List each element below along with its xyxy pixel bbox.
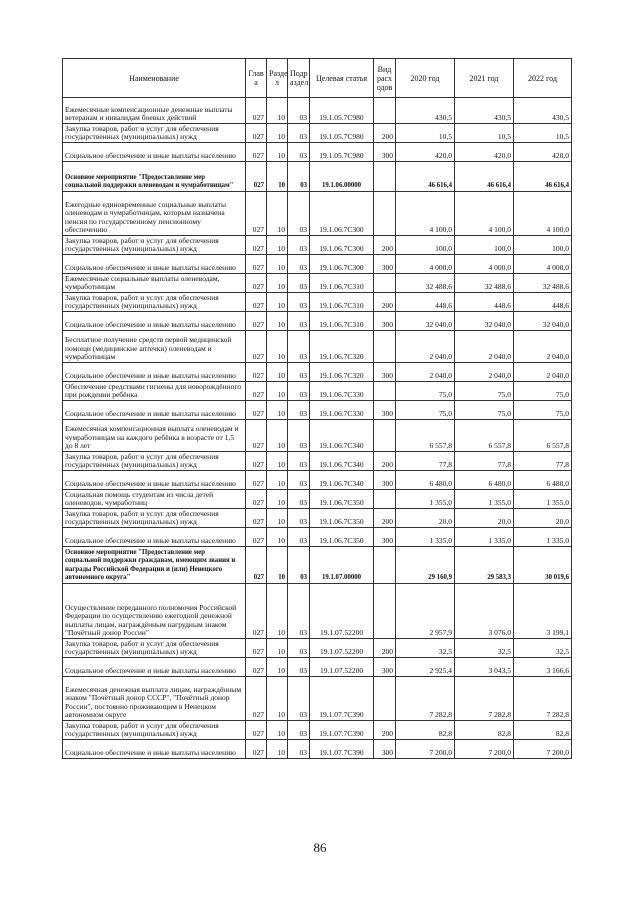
row-value-2022: 10,5 bbox=[514, 124, 572, 143]
row-value-2021: 7 200,0 bbox=[455, 740, 514, 759]
row-target-article: 19.1.06.7C350 bbox=[310, 509, 374, 528]
row-razdel: 10 bbox=[267, 401, 288, 420]
row-expense-type bbox=[374, 547, 396, 584]
row-value-2020: 6 480,0 bbox=[396, 471, 455, 490]
row-glava: 027 bbox=[246, 192, 267, 236]
row-target-article: 19.1.06.7C330 bbox=[310, 401, 374, 420]
row-value-2022: 4 000,0 bbox=[514, 255, 572, 274]
row-value-2021: 1 355,0 bbox=[455, 490, 514, 509]
row-podrazdel: 03 bbox=[288, 740, 310, 759]
row-value-2022: 3 166,6 bbox=[514, 658, 572, 677]
row-expense-type: 200 bbox=[374, 124, 396, 143]
row-value-2020: 7 282,8 bbox=[396, 677, 455, 721]
row-value-2022: 32 488,6 bbox=[514, 274, 572, 293]
row-name: Ежемесячные социальные выплаты оленеводам, чумработницам bbox=[63, 274, 246, 293]
row-expense-type bbox=[374, 98, 396, 124]
row-glava: 027 bbox=[246, 639, 267, 658]
row-target-article: 19.1.05.7C980 bbox=[310, 124, 374, 143]
row-name: Социальное обеспечение и иные выплаты населению bbox=[63, 401, 246, 420]
row-podrazdel: 03 bbox=[288, 363, 310, 382]
row-name: Социальное обеспечение и иные выплаты населению bbox=[63, 740, 246, 759]
row-value-2021: 32,5 bbox=[455, 639, 514, 658]
row-target-article: 19.1.07.52200 bbox=[310, 658, 374, 677]
row-glava: 027 bbox=[246, 584, 267, 639]
row-razdel: 10 bbox=[267, 639, 288, 658]
row-name: Осуществление переданного полномочия Российской Федерации по осуществлению ежегодной денежной выплаты лицам, награждённым нагрудным знаком "Почётный донор России" bbox=[63, 584, 246, 639]
row-value-2021: 82,8 bbox=[455, 721, 514, 740]
row-name: Социальное обеспечение и иные выплаты населению bbox=[63, 471, 246, 490]
row-value-2021: 46 616,4 bbox=[455, 162, 514, 192]
table-header-row bbox=[63, 59, 572, 98]
row-expense-type: 200 bbox=[374, 721, 396, 740]
row-value-2022: 46 616,4 bbox=[514, 162, 572, 192]
row-name: Бесплатное получение средств первой медицинской помощи (медицинские аптечки) оленеводам и чумработницам bbox=[63, 331, 246, 363]
row-podrazdel: 03 bbox=[288, 124, 310, 143]
row-expense-type: 300 bbox=[374, 740, 396, 759]
table-row bbox=[63, 331, 572, 363]
row-value-2020: 1 355,0 bbox=[396, 490, 455, 509]
row-podrazdel: 03 bbox=[288, 98, 310, 124]
table-row bbox=[63, 98, 572, 124]
header-glava: Глав а bbox=[246, 59, 267, 98]
row-name: Основное мероприятие "Предоставление мер социальной поддержки оленеводам и чумработницам" bbox=[63, 162, 246, 192]
row-name: Основное мероприятие "Предоставление мер социальной поддержки гражданам, имеющим звания и награды Российской Федерации и (или) Ненецкого автономного округа" bbox=[63, 547, 246, 584]
row-value-2022: 7 200,0 bbox=[514, 740, 572, 759]
row-value-2022: 100,0 bbox=[514, 236, 572, 255]
row-expense-type bbox=[374, 584, 396, 639]
row-razdel: 10 bbox=[267, 331, 288, 363]
row-glava: 027 bbox=[246, 382, 267, 401]
row-razdel: 10 bbox=[267, 98, 288, 124]
row-target-article: 19.1.07.52200 bbox=[310, 639, 374, 658]
row-razdel: 10 bbox=[267, 584, 288, 639]
row-expense-type bbox=[374, 192, 396, 236]
header-target-article: Целевая статья bbox=[310, 59, 374, 98]
header-expense-type: Вид расх одов bbox=[374, 59, 396, 98]
row-podrazdel: 03 bbox=[288, 721, 310, 740]
budget-table bbox=[62, 58, 572, 759]
row-razdel: 10 bbox=[267, 293, 288, 312]
row-value-2021: 75,0 bbox=[455, 382, 514, 401]
row-razdel: 10 bbox=[267, 658, 288, 677]
row-value-2022: 7 282,8 bbox=[514, 677, 572, 721]
row-target-article: 19.1.06.7C300 bbox=[310, 192, 374, 236]
row-value-2021: 100,0 bbox=[455, 236, 514, 255]
row-podrazdel: 03 bbox=[288, 331, 310, 363]
row-name: Ежемесячная денежная выплата лицам, награждённым знаком "Почётный донор СССР", "Почётный донор России", постоянно проживающим в Ненецком автономном округе bbox=[63, 677, 246, 721]
row-podrazdel: 03 bbox=[288, 420, 310, 452]
row-expense-type: 200 bbox=[374, 509, 396, 528]
row-glava: 027 bbox=[246, 721, 267, 740]
row-value-2022: 2 040,0 bbox=[514, 331, 572, 363]
row-podrazdel: 03 bbox=[288, 528, 310, 547]
row-podrazdel: 03 bbox=[288, 547, 310, 584]
row-glava: 027 bbox=[246, 528, 267, 547]
row-name: Обеспечение средствами гигиены для новорождённого при рождении ребёнка bbox=[63, 382, 246, 401]
row-value-2021: 7 282,8 bbox=[455, 677, 514, 721]
row-value-2022: 77,8 bbox=[514, 452, 572, 471]
row-value-2021: 3 076,0 bbox=[455, 584, 514, 639]
row-expense-type: 300 bbox=[374, 143, 396, 162]
row-value-2021: 20,0 bbox=[455, 509, 514, 528]
row-glava: 027 bbox=[246, 401, 267, 420]
header-2020: 2020 год bbox=[396, 59, 455, 98]
row-razdel: 10 bbox=[267, 490, 288, 509]
row-value-2020: 2 925,4 bbox=[396, 658, 455, 677]
table-row bbox=[63, 509, 572, 528]
row-razdel: 10 bbox=[267, 547, 288, 584]
row-value-2020: 6 557,8 bbox=[396, 420, 455, 452]
row-value-2021: 75,0 bbox=[455, 401, 514, 420]
row-target-article: 19.1.07.00000 bbox=[310, 547, 374, 584]
row-target-article: 19.1.06.7C340 bbox=[310, 452, 374, 471]
row-value-2022: 20,0 bbox=[514, 509, 572, 528]
row-value-2021: 32 488,6 bbox=[455, 274, 514, 293]
row-value-2020: 32 040,0 bbox=[396, 312, 455, 331]
row-value-2020: 32 488,6 bbox=[396, 274, 455, 293]
row-podrazdel: 03 bbox=[288, 401, 310, 420]
table-row bbox=[63, 401, 572, 420]
row-target-article: 19.1.06.7C310 bbox=[310, 274, 374, 293]
row-expense-type: 300 bbox=[374, 471, 396, 490]
row-target-article: 19.1.06.7C310 bbox=[310, 312, 374, 331]
row-value-2021: 77,8 bbox=[455, 452, 514, 471]
table-row bbox=[63, 528, 572, 547]
row-name: Социальное обеспечение и иные выплаты населению bbox=[63, 363, 246, 382]
row-podrazdel: 03 bbox=[288, 143, 310, 162]
row-expense-type bbox=[374, 420, 396, 452]
row-value-2022: 2 040,0 bbox=[514, 363, 572, 382]
header-2022: 2022 год bbox=[514, 59, 572, 98]
row-value-2020: 7 200,0 bbox=[396, 740, 455, 759]
row-podrazdel: 03 bbox=[288, 312, 310, 331]
row-glava: 027 bbox=[246, 98, 267, 124]
row-target-article: 19.1.07.7C390 bbox=[310, 677, 374, 721]
table-row bbox=[63, 658, 572, 677]
row-value-2022: 75,0 bbox=[514, 401, 572, 420]
row-name: Социальная помощь студентам из числа детей оленеводов, чумработниц bbox=[63, 490, 246, 509]
row-value-2021: 32 040,0 bbox=[455, 312, 514, 331]
row-value-2022: 448,6 bbox=[514, 293, 572, 312]
table-row bbox=[63, 547, 572, 584]
row-name: Закупка товаров, работ и услуг для обеспечения государственных (муниципальных) нужд bbox=[63, 721, 246, 740]
row-name: Социальное обеспечение и иные выплаты населению bbox=[63, 143, 246, 162]
table-row bbox=[63, 471, 572, 490]
row-name: Ежемесячная компенсационная выплата оленеводам и чумработницам на каждого ребёнка в возрасте от 1,5 до 8 лет bbox=[63, 420, 246, 452]
row-value-2022: 32 040,0 bbox=[514, 312, 572, 331]
row-value-2022: 32,5 bbox=[514, 639, 572, 658]
row-value-2020: 20,0 bbox=[396, 509, 455, 528]
row-value-2022: 420,0 bbox=[514, 143, 572, 162]
row-expense-type: 300 bbox=[374, 312, 396, 331]
row-podrazdel: 03 bbox=[288, 274, 310, 293]
table-row bbox=[63, 162, 572, 192]
row-expense-type bbox=[374, 382, 396, 401]
row-value-2021: 430,5 bbox=[455, 98, 514, 124]
row-glava: 027 bbox=[246, 658, 267, 677]
header-name: Наименование bbox=[63, 59, 246, 98]
row-podrazdel: 03 bbox=[288, 255, 310, 274]
row-value-2021: 448,6 bbox=[455, 293, 514, 312]
row-glava: 027 bbox=[246, 420, 267, 452]
row-expense-type: 300 bbox=[374, 363, 396, 382]
row-target-article: 19.1.05.7C980 bbox=[310, 98, 374, 124]
row-target-article: 19.1.06.7C320 bbox=[310, 363, 374, 382]
row-razdel: 10 bbox=[267, 382, 288, 401]
row-podrazdel: 03 bbox=[288, 509, 310, 528]
table-row bbox=[63, 274, 572, 293]
row-value-2022: 6 480,0 bbox=[514, 471, 572, 490]
row-razdel: 10 bbox=[267, 509, 288, 528]
row-name: Закупка товаров, работ и услуг для обеспечения государственных (муниципальных) нужд bbox=[63, 236, 246, 255]
row-razdel: 10 bbox=[267, 255, 288, 274]
row-value-2021: 29 583,3 bbox=[455, 547, 514, 584]
table-row bbox=[63, 452, 572, 471]
row-podrazdel: 03 bbox=[288, 293, 310, 312]
row-podrazdel: 03 bbox=[288, 639, 310, 658]
row-name: Социальное обеспечение и иные выплаты населению bbox=[63, 528, 246, 547]
row-value-2020: 4 000,0 bbox=[396, 255, 455, 274]
row-razdel: 10 bbox=[267, 274, 288, 293]
page-number: 86 bbox=[313, 840, 327, 855]
row-target-article: 19.1.06.7C350 bbox=[310, 490, 374, 509]
row-glava: 027 bbox=[246, 255, 267, 274]
row-expense-type: 200 bbox=[374, 639, 396, 658]
row-expense-type bbox=[374, 677, 396, 721]
row-glava: 027 bbox=[246, 509, 267, 528]
row-razdel: 10 bbox=[267, 452, 288, 471]
row-value-2020: 75,0 bbox=[396, 401, 455, 420]
row-glava: 027 bbox=[246, 363, 267, 382]
row-name: Ежегодные единовременные социальные выплаты оленеводам и чумработницам, которым назначена пенсия по государственному пенсионному обеспечению bbox=[63, 192, 246, 236]
row-glava: 027 bbox=[246, 293, 267, 312]
row-value-2021: 4 000,0 bbox=[455, 255, 514, 274]
row-razdel: 10 bbox=[267, 420, 288, 452]
row-razdel: 10 bbox=[267, 740, 288, 759]
row-expense-type: 200 bbox=[374, 236, 396, 255]
row-value-2020: 100,0 bbox=[396, 236, 455, 255]
row-name: Закупка товаров, работ и услуг для обеспечения государственных (муниципальных) нужд bbox=[63, 509, 246, 528]
header-2021: 2021 год bbox=[455, 59, 514, 98]
row-name: Социальное обеспечение и иные выплаты населению bbox=[63, 255, 246, 274]
row-value-2022: 430,5 bbox=[514, 98, 572, 124]
row-expense-type: 200 bbox=[374, 293, 396, 312]
row-glava: 027 bbox=[246, 274, 267, 293]
row-value-2022: 82,8 bbox=[514, 721, 572, 740]
row-name: Закупка товаров, работ и услуг для обеспечения государственных (муниципальных) нужд bbox=[63, 639, 246, 658]
table-row bbox=[63, 312, 572, 331]
row-razdel: 10 bbox=[267, 528, 288, 547]
table-row bbox=[63, 124, 572, 143]
table-row bbox=[63, 677, 572, 721]
row-target-article: 19.1.06.7C330 bbox=[310, 382, 374, 401]
header-podrazdel: Подр аздел bbox=[288, 59, 310, 98]
row-value-2020: 82,8 bbox=[396, 721, 455, 740]
row-value-2020: 75,0 bbox=[396, 382, 455, 401]
row-razdel: 10 bbox=[267, 721, 288, 740]
table-row bbox=[63, 740, 572, 759]
row-target-article: 19.1.06.7C350 bbox=[310, 528, 374, 547]
row-glava: 027 bbox=[246, 331, 267, 363]
row-value-2020: 420,0 bbox=[396, 143, 455, 162]
row-value-2020: 29 160,9 bbox=[396, 547, 455, 584]
row-value-2021: 420,0 bbox=[455, 143, 514, 162]
row-podrazdel: 03 bbox=[288, 677, 310, 721]
row-target-article: 19.1.05.7C980 bbox=[310, 143, 374, 162]
row-value-2020: 2 040,0 bbox=[396, 331, 455, 363]
row-value-2020: 32,5 bbox=[396, 639, 455, 658]
table-row bbox=[63, 293, 572, 312]
table-row bbox=[63, 721, 572, 740]
row-razdel: 10 bbox=[267, 192, 288, 236]
row-target-article: 19.1.06.7C300 bbox=[310, 236, 374, 255]
row-podrazdel: 03 bbox=[288, 452, 310, 471]
row-value-2021: 6 480,0 bbox=[455, 471, 514, 490]
row-razdel: 10 bbox=[267, 363, 288, 382]
row-razdel: 10 bbox=[267, 677, 288, 721]
row-glava: 027 bbox=[246, 547, 267, 584]
row-expense-type bbox=[374, 162, 396, 192]
row-glava: 027 bbox=[246, 236, 267, 255]
row-name: Социальное обеспечение и иные выплаты населению bbox=[63, 658, 246, 677]
row-podrazdel: 03 bbox=[288, 658, 310, 677]
row-expense-type: 300 bbox=[374, 255, 396, 274]
row-value-2020: 10,5 bbox=[396, 124, 455, 143]
row-value-2020: 77,8 bbox=[396, 452, 455, 471]
table-row bbox=[63, 490, 572, 509]
row-name: Закупка товаров, работ и услуг для обеспечения государственных (муниципальных) нужд bbox=[63, 293, 246, 312]
table-row bbox=[63, 192, 572, 236]
table-row bbox=[63, 363, 572, 382]
row-value-2022: 30 019,6 bbox=[514, 547, 572, 584]
row-target-article: 19.1.06.00000 bbox=[310, 162, 374, 192]
row-podrazdel: 03 bbox=[288, 490, 310, 509]
row-target-article: 19.1.06.7C320 bbox=[310, 331, 374, 363]
row-expense-type: 300 bbox=[374, 401, 396, 420]
row-target-article: 19.1.06.7C300 bbox=[310, 255, 374, 274]
row-podrazdel: 03 bbox=[288, 236, 310, 255]
row-name: Закупка товаров, работ и услуг для обеспечения государственных (муниципальных) нужд bbox=[63, 124, 246, 143]
row-glava: 027 bbox=[246, 124, 267, 143]
row-glava: 027 bbox=[246, 452, 267, 471]
table-row bbox=[63, 143, 572, 162]
row-expense-type: 200 bbox=[374, 452, 396, 471]
row-value-2020: 2 957,9 bbox=[396, 584, 455, 639]
row-value-2021: 10,5 bbox=[455, 124, 514, 143]
row-value-2021: 2 040,0 bbox=[455, 363, 514, 382]
row-value-2020: 4 100,0 bbox=[396, 192, 455, 236]
row-glava: 027 bbox=[246, 490, 267, 509]
row-razdel: 10 bbox=[267, 471, 288, 490]
row-podrazdel: 03 bbox=[288, 192, 310, 236]
row-target-article: 19.1.06.7C340 bbox=[310, 471, 374, 490]
row-glava: 027 bbox=[246, 677, 267, 721]
row-razdel: 10 bbox=[267, 124, 288, 143]
row-value-2021: 2 040,0 bbox=[455, 331, 514, 363]
row-value-2022: 75,0 bbox=[514, 382, 572, 401]
row-value-2020: 430,5 bbox=[396, 98, 455, 124]
row-target-article: 19.1.07.7C390 bbox=[310, 740, 374, 759]
row-value-2020: 1 335,0 bbox=[396, 528, 455, 547]
row-value-2020: 46 616,4 bbox=[396, 162, 455, 192]
row-value-2021: 6 557,8 bbox=[455, 420, 514, 452]
row-value-2022: 6 557,8 bbox=[514, 420, 572, 452]
row-razdel: 10 bbox=[267, 236, 288, 255]
row-value-2021: 1 335,0 bbox=[455, 528, 514, 547]
row-value-2022: 4 100,0 bbox=[514, 192, 572, 236]
row-value-2022: 1 335,0 bbox=[514, 528, 572, 547]
row-target-article: 19.1.06.7C340 bbox=[310, 420, 374, 452]
row-target-article: 19.1.07.52200 bbox=[310, 584, 374, 639]
row-name: Ежемесячные компенсационные денежные выплаты ветеранам и инвалидам боевых действий bbox=[63, 98, 246, 124]
row-podrazdel: 03 bbox=[288, 584, 310, 639]
row-target-article: 19.1.06.7C310 bbox=[310, 293, 374, 312]
row-value-2022: 3 199,1 bbox=[514, 584, 572, 639]
row-expense-type bbox=[374, 331, 396, 363]
row-podrazdel: 03 bbox=[288, 162, 310, 192]
table-row bbox=[63, 639, 572, 658]
row-name: Социальное обеспечение и иные выплаты населению bbox=[63, 312, 246, 331]
row-razdel: 10 bbox=[267, 312, 288, 331]
row-value-2020: 448,6 bbox=[396, 293, 455, 312]
row-value-2022: 1 355,0 bbox=[514, 490, 572, 509]
row-expense-type: 300 bbox=[374, 528, 396, 547]
row-glava: 027 bbox=[246, 143, 267, 162]
row-expense-type: 300 bbox=[374, 658, 396, 677]
header-razdel: Разде л bbox=[267, 59, 288, 98]
table-row bbox=[63, 382, 572, 401]
document-page bbox=[62, 58, 571, 759]
row-glava: 027 bbox=[246, 740, 267, 759]
table-row bbox=[63, 420, 572, 452]
row-value-2021: 4 100,0 bbox=[455, 192, 514, 236]
row-value-2020: 2 040,0 bbox=[396, 363, 455, 382]
row-target-article: 19.1.07.7C390 bbox=[310, 721, 374, 740]
row-value-2021: 3 043,5 bbox=[455, 658, 514, 677]
row-glava: 027 bbox=[246, 162, 267, 192]
row-name: Закупка товаров, работ и услуг для обеспечения государственных (муниципальных) нужд bbox=[63, 452, 246, 471]
row-expense-type bbox=[374, 490, 396, 509]
row-expense-type bbox=[374, 274, 396, 293]
row-glava: 027 bbox=[246, 312, 267, 331]
row-glava: 027 bbox=[246, 471, 267, 490]
table-body bbox=[63, 98, 572, 759]
row-razdel: 10 bbox=[267, 143, 288, 162]
table-row bbox=[63, 236, 572, 255]
row-podrazdel: 03 bbox=[288, 471, 310, 490]
table-row bbox=[63, 584, 572, 639]
row-razdel: 10 bbox=[267, 162, 288, 192]
row-podrazdel: 03 bbox=[288, 382, 310, 401]
table-row bbox=[63, 255, 572, 274]
